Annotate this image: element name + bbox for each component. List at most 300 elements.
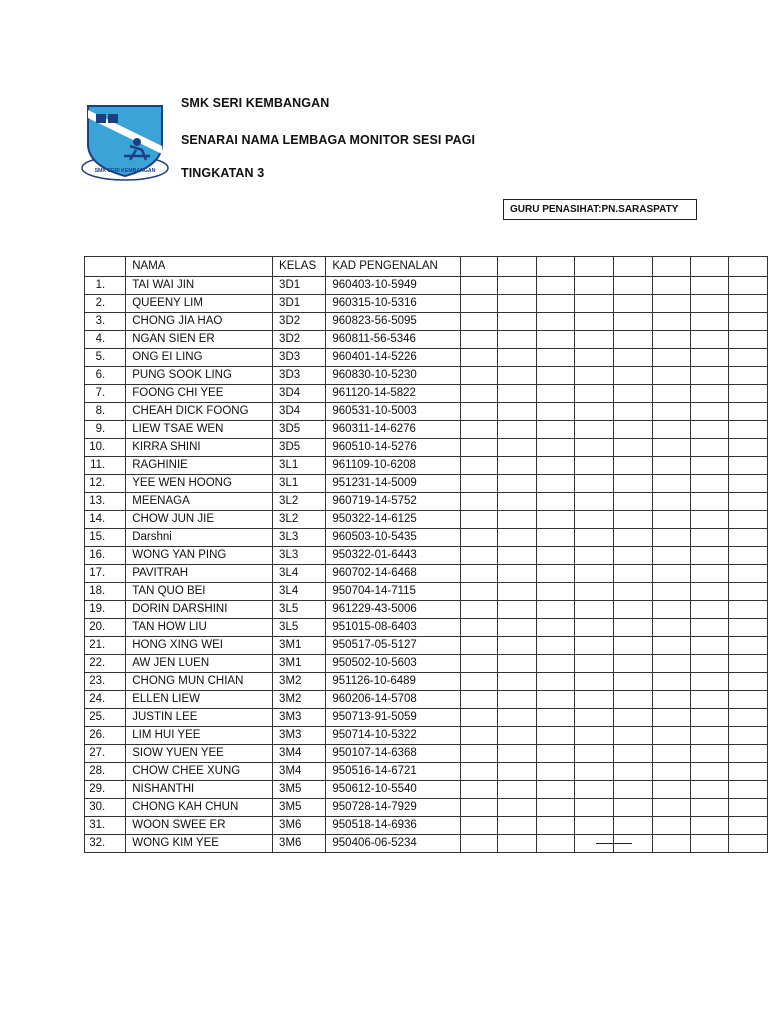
blank-cell [691, 439, 729, 457]
header-no [85, 257, 126, 277]
school-crest-logo [80, 96, 170, 182]
row-number: 17. [85, 565, 126, 583]
table-row [85, 709, 768, 727]
blank-cell [498, 385, 536, 403]
blank-cell [574, 475, 613, 493]
blank-cell [691, 601, 729, 619]
blank-cell [574, 637, 613, 655]
blank-cell [614, 691, 652, 709]
ic-number: 960510-14-5276 [326, 439, 460, 457]
row-number: 12. [85, 475, 126, 493]
blank-cell [614, 257, 652, 277]
blank-cell [729, 349, 768, 367]
blank-cell [691, 257, 729, 277]
row-number: 15. [85, 529, 126, 547]
blank-cell [460, 745, 498, 763]
blank-cell [460, 457, 498, 475]
blank-cell [536, 547, 574, 565]
blank-cell [614, 421, 652, 439]
class-cell: 3M5 [273, 799, 326, 817]
blank-cell [498, 277, 536, 295]
blank-cell [536, 313, 574, 331]
ic-number: 960503-10-5435 [326, 529, 460, 547]
row-number: 29. [85, 781, 126, 799]
blank-cell [652, 313, 690, 331]
blank-cell [460, 421, 498, 439]
blank-cell [652, 439, 690, 457]
ic-number: 950728-14-7929 [326, 799, 460, 817]
student-name: TAN HOW LIU [126, 619, 273, 637]
student-name: Darshni [126, 529, 273, 547]
ic-number: 961109-10-6208 [326, 457, 460, 475]
blank-cell [498, 781, 536, 799]
blank-cell [460, 313, 498, 331]
blank-cell [691, 349, 729, 367]
ic-number: 951126-10-6489 [326, 673, 460, 691]
blank-cell [460, 655, 498, 673]
blank-cell [498, 295, 536, 313]
row-number: 18. [85, 583, 126, 601]
blank-cell [498, 547, 536, 565]
row-number: 13. [85, 493, 126, 511]
blank-cell [652, 511, 690, 529]
list-title: SENARAI NAMA LEMBAGA MONITOR SESI PAGI [181, 133, 476, 147]
student-name: CHONG JIA HAO [126, 313, 273, 331]
blank-cell [614, 673, 652, 691]
blank-cell [574, 601, 613, 619]
row-number: 27. [85, 745, 126, 763]
blank-cell [574, 511, 613, 529]
student-name: AW JEN LUEN [126, 655, 273, 673]
class-cell: 3L5 [273, 619, 326, 637]
class-cell: 3L1 [273, 475, 326, 493]
ic-number: 960719-14-5752 [326, 493, 460, 511]
blank-cell [652, 709, 690, 727]
blank-cell [498, 403, 536, 421]
student-name: DORIN DARSHINI [126, 601, 273, 619]
blank-cell [574, 799, 613, 817]
student-name: WONG KIM YEE [126, 835, 273, 853]
table-row [85, 295, 768, 313]
table-header-row [85, 257, 768, 277]
blank-cell [729, 547, 768, 565]
blank-cell [691, 781, 729, 799]
blank-cell [460, 349, 498, 367]
table-row [85, 835, 768, 853]
row-number: 32. [85, 835, 126, 853]
blank-cell [460, 583, 498, 601]
blank-cell [536, 637, 574, 655]
blank-cell [614, 745, 652, 763]
class-cell: 3L5 [273, 601, 326, 619]
blank-cell [574, 745, 613, 763]
row-number: 1. [85, 277, 126, 295]
blank-cell [691, 583, 729, 601]
table-row [85, 817, 768, 835]
blank-cell [729, 673, 768, 691]
blank-cell [729, 727, 768, 745]
header-class: KELAS [273, 257, 326, 277]
blank-cell [614, 655, 652, 673]
blank-cell [729, 817, 768, 835]
table-row [85, 421, 768, 439]
blank-cell [652, 655, 690, 673]
blank-cell [652, 781, 690, 799]
row-number: 10. [85, 439, 126, 457]
blank-cell [574, 817, 613, 835]
blank-cell [498, 601, 536, 619]
table-row [85, 619, 768, 637]
row-number: 26. [85, 727, 126, 745]
table-row [85, 475, 768, 493]
blank-cell [460, 565, 498, 583]
blank-cell [498, 493, 536, 511]
blank-cell [652, 295, 690, 313]
student-name: ONG EI LING [126, 349, 273, 367]
blank-cell [614, 349, 652, 367]
class-cell: 3D4 [273, 403, 326, 421]
blank-cell [691, 817, 729, 835]
student-name: LIEW TSAE WEN [126, 421, 273, 439]
table-row [85, 439, 768, 457]
blank-cell [614, 511, 652, 529]
blank-cell [574, 367, 613, 385]
table-row [85, 313, 768, 331]
blank-cell [498, 475, 536, 493]
blank-cell [498, 313, 536, 331]
blank-cell [614, 637, 652, 655]
row-number: 31. [85, 817, 126, 835]
blank-cell [614, 313, 652, 331]
blank-cell [460, 709, 498, 727]
blank-cell [498, 691, 536, 709]
blank-cell [614, 277, 652, 295]
row-number: 20. [85, 619, 126, 637]
blank-cell [652, 529, 690, 547]
svg-text:SMK SERI KEMBANGAN: SMK SERI KEMBANGAN [94, 168, 156, 174]
student-name: HONG XING WEI [126, 637, 273, 655]
student-name: RAGHINIE [126, 457, 273, 475]
student-name: MEENAGA [126, 493, 273, 511]
student-name: CHONG MUN CHIAN [126, 673, 273, 691]
blank-cell [574, 763, 613, 781]
blank-cell [691, 691, 729, 709]
blank-cell [652, 799, 690, 817]
blank-cell [614, 781, 652, 799]
blank-cell [691, 403, 729, 421]
table-row [85, 763, 768, 781]
blank-cell [574, 403, 613, 421]
blank-cell [729, 511, 768, 529]
student-name: YEE WEN HOONG [126, 475, 273, 493]
blank-cell [652, 619, 690, 637]
blank-cell [574, 781, 613, 799]
blank-cell [729, 835, 768, 853]
blank-cell [614, 565, 652, 583]
blank-cell [460, 385, 498, 403]
table-row [85, 727, 768, 745]
blank-cell [652, 637, 690, 655]
blank-cell [652, 421, 690, 439]
table-row [85, 673, 768, 691]
row-number: 22. [85, 655, 126, 673]
blank-cell [460, 511, 498, 529]
table-row [85, 691, 768, 709]
blank-cell [498, 745, 536, 763]
ic-number: 960403-10-5949 [326, 277, 460, 295]
blank-cell [691, 619, 729, 637]
blank-cell [691, 511, 729, 529]
blank-cell [536, 257, 574, 277]
blank-cell [729, 277, 768, 295]
blank-cell [460, 367, 498, 385]
class-cell: 3L3 [273, 529, 326, 547]
blank-cell [614, 331, 652, 349]
blank-cell [536, 349, 574, 367]
student-name: FOONG CHI YEE [126, 385, 273, 403]
blank-cell [691, 457, 729, 475]
blank-cell [536, 565, 574, 583]
table-row [85, 637, 768, 655]
blank-cell [691, 475, 729, 493]
row-number: 5. [85, 349, 126, 367]
row-number: 30. [85, 799, 126, 817]
blank-cell [652, 349, 690, 367]
ic-number: 960206-14-5708 [326, 691, 460, 709]
table-row [85, 547, 768, 565]
blank-cell [498, 439, 536, 457]
blank-cell [614, 457, 652, 475]
blank-cell [729, 403, 768, 421]
blank-cell [536, 295, 574, 313]
student-name: CHOW CHEE XUNG [126, 763, 273, 781]
blank-cell [460, 691, 498, 709]
blank-cell [652, 277, 690, 295]
blank-cell [498, 817, 536, 835]
blank-cell [729, 331, 768, 349]
blank-cell [498, 835, 536, 853]
class-cell: 3M6 [273, 835, 326, 853]
row-number: 14. [85, 511, 126, 529]
blank-cell [652, 691, 690, 709]
blank-cell [460, 817, 498, 835]
ic-number: 950517-05-5127 [326, 637, 460, 655]
blank-cell [536, 385, 574, 403]
student-name: TAI WAI JIN [126, 277, 273, 295]
blank-cell [652, 457, 690, 475]
class-cell: 3D3 [273, 367, 326, 385]
ic-number: 960811-56-5346 [326, 331, 460, 349]
class-cell: 3M1 [273, 637, 326, 655]
blank-cell [614, 601, 652, 619]
advisor-box: GURU PENASIHAT:PN.SARASPATY [503, 199, 697, 220]
table-row [85, 403, 768, 421]
blank-cell [498, 511, 536, 529]
blank-cell [729, 709, 768, 727]
blank-cell [729, 475, 768, 493]
student-name: CHEAH DICK FOONG [126, 403, 273, 421]
row-number: 4. [85, 331, 126, 349]
blank-cell [536, 817, 574, 835]
blank-cell [574, 565, 613, 583]
form-level: TINGKATAN 3 [181, 166, 265, 180]
blank-cell [691, 529, 729, 547]
blank-cell [729, 601, 768, 619]
ic-number: 950406-06-5234 [326, 835, 460, 853]
class-cell: 3D4 [273, 385, 326, 403]
blank-cell [652, 565, 690, 583]
blank-cell [460, 475, 498, 493]
blank-cell [574, 655, 613, 673]
blank-cell [460, 637, 498, 655]
blank-cell [460, 529, 498, 547]
table-row [85, 457, 768, 475]
student-name: PAVITRAH [126, 565, 273, 583]
blank-cell [729, 799, 768, 817]
blank-cell [460, 547, 498, 565]
row-number: 21. [85, 637, 126, 655]
blank-cell [574, 385, 613, 403]
blank-cell [614, 403, 652, 421]
blank-cell [574, 257, 613, 277]
student-name: PUNG SOOK LING [126, 367, 273, 385]
table-row [85, 781, 768, 799]
blank-cell [652, 257, 690, 277]
blank-cell [729, 619, 768, 637]
blank-cell [460, 727, 498, 745]
blank-cell [691, 655, 729, 673]
blank-cell [498, 637, 536, 655]
class-cell: 3L2 [273, 493, 326, 511]
blank-cell [574, 673, 613, 691]
blank-cell [652, 493, 690, 511]
ic-number: 950107-14-6368 [326, 745, 460, 763]
table-row [85, 493, 768, 511]
blank-cell [498, 709, 536, 727]
blank-cell [574, 439, 613, 457]
blank-cell [460, 403, 498, 421]
class-cell: 3L4 [273, 565, 326, 583]
class-cell: 3D1 [273, 295, 326, 313]
blank-cell [729, 385, 768, 403]
blank-cell [574, 295, 613, 313]
blank-cell [498, 583, 536, 601]
blank-cell [691, 421, 729, 439]
blank-cell [691, 637, 729, 655]
ic-number: 960315-10-5316 [326, 295, 460, 313]
row-number: 25. [85, 709, 126, 727]
blank-cell [729, 583, 768, 601]
blank-cell [460, 799, 498, 817]
table-row [85, 277, 768, 295]
blank-cell [614, 295, 652, 313]
monitor-table [84, 256, 768, 853]
blank-cell [614, 493, 652, 511]
blank-cell [614, 817, 652, 835]
blank-cell [498, 655, 536, 673]
class-cell: 3M4 [273, 763, 326, 781]
ic-number: 950322-14-6125 [326, 511, 460, 529]
blank-cell [536, 619, 574, 637]
blank-cell [498, 673, 536, 691]
blank-cell [536, 475, 574, 493]
blank-cell [729, 637, 768, 655]
table-row [85, 349, 768, 367]
blank-cell [652, 385, 690, 403]
blank-cell [652, 367, 690, 385]
blank-cell [691, 763, 729, 781]
table-row [85, 655, 768, 673]
blank-cell [691, 709, 729, 727]
class-cell: 3M3 [273, 709, 326, 727]
ic-number: 950612-10-5540 [326, 781, 460, 799]
student-name: CHOW JUN JIE [126, 511, 273, 529]
blank-cell [729, 493, 768, 511]
blank-cell [614, 583, 652, 601]
class-cell: 3M5 [273, 781, 326, 799]
header-ic: KAD PENGENALAN [326, 257, 460, 277]
table-row [85, 385, 768, 403]
blank-cell [729, 367, 768, 385]
class-cell: 3L1 [273, 457, 326, 475]
student-name: JUSTIN LEE [126, 709, 273, 727]
blank-cell [614, 529, 652, 547]
blank-cell [536, 367, 574, 385]
ic-number: 950518-14-6936 [326, 817, 460, 835]
blank-cell [691, 493, 729, 511]
blank-cell [498, 727, 536, 745]
blank-cell [498, 565, 536, 583]
blank-cell [729, 691, 768, 709]
blank-cell [498, 421, 536, 439]
blank-cell [536, 655, 574, 673]
blank-cell [614, 619, 652, 637]
blank-cell [574, 709, 613, 727]
blank-cell [691, 727, 729, 745]
row-number: 11. [85, 457, 126, 475]
blank-cell [460, 763, 498, 781]
blank-cell [498, 349, 536, 367]
blank-cell [729, 745, 768, 763]
blank-cell [460, 277, 498, 295]
header-name: NAMA [126, 257, 273, 277]
blank-cell [614, 385, 652, 403]
blank-cell [729, 529, 768, 547]
blank-cell [460, 835, 498, 853]
blank-cell [652, 547, 690, 565]
ic-number: 950713-91-5059 [326, 709, 460, 727]
ic-number: 950714-10-5322 [326, 727, 460, 745]
blank-cell [691, 331, 729, 349]
blank-cell [536, 493, 574, 511]
ic-number: 960311-14-6276 [326, 421, 460, 439]
blank-cell [460, 781, 498, 799]
student-name: CHONG KAH CHUN [126, 799, 273, 817]
blank-cell [536, 691, 574, 709]
ic-number: 960823-56-5095 [326, 313, 460, 331]
blank-cell [614, 727, 652, 745]
blank-cell [729, 655, 768, 673]
student-name: SIOW YUEN YEE [126, 745, 273, 763]
blank-cell [460, 601, 498, 619]
blank-cell [691, 745, 729, 763]
blank-cell [574, 529, 613, 547]
table-row [85, 529, 768, 547]
ic-number: 960830-10-5230 [326, 367, 460, 385]
blank-cell [574, 331, 613, 349]
table-row [85, 331, 768, 349]
blank-cell [460, 673, 498, 691]
